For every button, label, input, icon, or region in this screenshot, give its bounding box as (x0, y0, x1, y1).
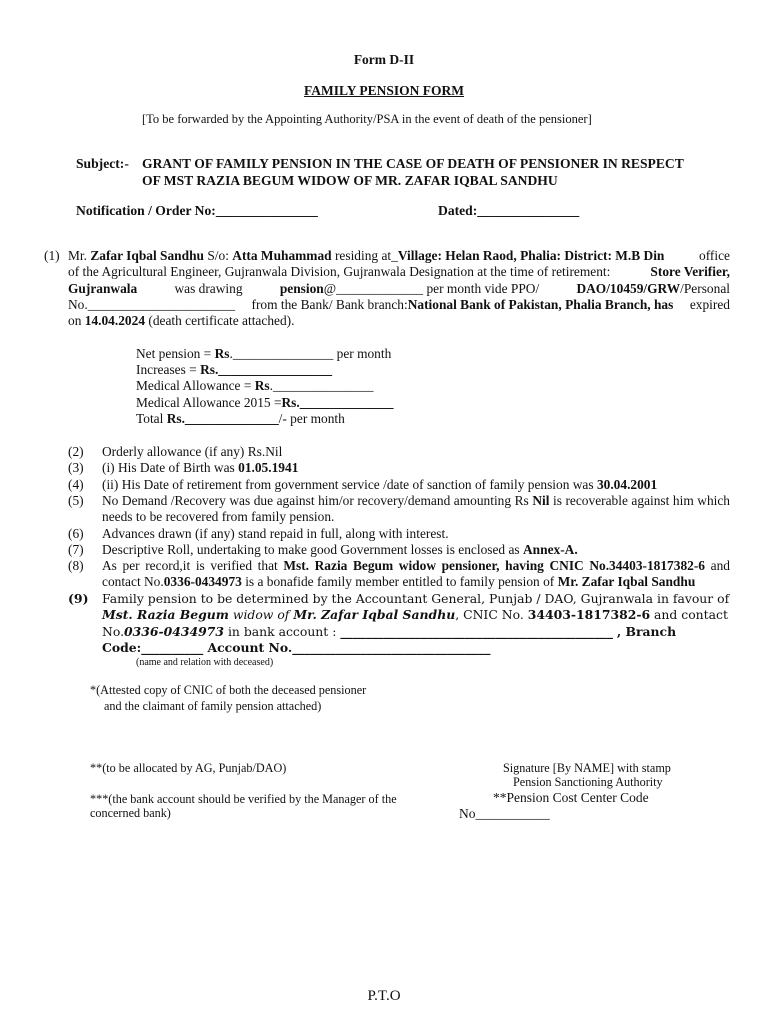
deceased-name-9: Mr. Zafar Iqbal Sandhu (293, 607, 456, 623)
annex-label: Annex-A. (523, 542, 578, 557)
item-3: (i) His Date of Birth was 01.05.1941 (102, 460, 299, 475)
form-id: Form D-II (353, 52, 415, 67)
p1-no: No. (68, 296, 88, 312)
item-number-7: (7) (68, 542, 84, 557)
p1-line-3 (68, 281, 730, 297)
recovery-amount: Nil (532, 493, 550, 508)
subject-line-1: GRANT OF FAMILY PENSION IN THE CASE OF DEATH OF PENSIONER IN RESPECT (142, 156, 684, 171)
item-4: (ii) His Date of retirement from government service /date of sanction of family pension was 30.04.2001 (102, 477, 658, 492)
p1-personal: /Personal (680, 280, 730, 296)
signature-label: Signature [By NAME] with stamp (503, 761, 671, 775)
name-relation-note: (name and relation with deceased) (136, 657, 274, 668)
branch-code-account-no: , Branch Code:__________ Account No.________________________________ (102, 623, 677, 656)
claimant-cnic: Mst. Razia Begum widow pensioner, having CNIC No.34403-1817382-6 (283, 558, 705, 573)
pto: P.T.O (367, 988, 401, 1004)
item-number-8: (8) (68, 558, 84, 573)
pensioner-name: Zafar Iqbal Sandhu (90, 248, 204, 263)
claimant-cnic-9: 34403-1817382-6 (527, 607, 651, 623)
p1-line-5 (68, 313, 730, 329)
form-note: [To be forwarded by the Appointing Authority/PSA in the event of death of the pensioner] (142, 112, 592, 126)
date-of-retirement: 30.04.2001 (596, 477, 658, 492)
attest-note-line-1: *(Attested copy of CNIC of both the deceased pensioner (90, 683, 367, 697)
medical-allowance-2015: Medical Allowance 2015 =Rs.______________ (136, 395, 394, 410)
p1-office: office (699, 248, 730, 263)
item-number-2: (2) (68, 444, 84, 459)
claimant-contact: 0336-0434973 (163, 574, 242, 590)
claimant-contact-9: 0336-0434973 (124, 623, 225, 639)
bank-verify-note-2: concerned bank) (90, 806, 171, 820)
paragraph-1 (68, 248, 730, 329)
p1-mr: Mr. (68, 248, 87, 263)
net-pension: Net pension = Rs._______________ per month (136, 346, 392, 361)
pension-label: pension (279, 280, 324, 296)
item-number-6: (6) (68, 526, 84, 541)
p1-so: S/o: (207, 248, 229, 263)
p1-drawing: was drawing (174, 280, 243, 296)
ppo-number: DAO/10459/GRW (576, 280, 681, 296)
item-number-9: (9) (68, 591, 89, 606)
sanctioning-authority: Pension Sanctioning Authority (513, 775, 663, 789)
p1-office-text: of the Agricultural Engineer, Gujranwala Division, Gujranwala Designation at the time of retirement: (68, 264, 611, 280)
p1-line-2 (68, 264, 730, 280)
bank-account-blank: ____________________________________________ (340, 623, 613, 639)
bank-branch: National Bank of Pakistan, Phalia Branch, has (407, 296, 674, 312)
notification-dated: Dated:_______________ (438, 203, 580, 218)
item-8: As per record,it is verified that Mst. Razia Begum widow pensioner, having CNIC No.34403-1817382-6 and contact No.0336-0434973 is a bonafide family member entitled to family pension of Mr. Zafar Iqbal Sandhu (102, 558, 730, 590)
item-7: Descriptive Roll, undertaking to make good Government losses is enclosed as Annex-A. (102, 542, 578, 557)
p1-line-4 (68, 297, 730, 313)
p1-line-1 (68, 248, 730, 264)
personal-no-blank: ______________________ (87, 296, 236, 312)
date-of-birth: 01.05.1941 (238, 460, 299, 475)
item-number-4: (4) (68, 477, 84, 492)
increases: Increases = Rs._________________ (136, 362, 333, 377)
p1-expired: expired (689, 296, 730, 312)
p1-on: on (68, 313, 82, 329)
p1-bank-text: from the Bank/ Bank branch: (251, 296, 408, 312)
item-6: Advances drawn (if any) stand repaid in full, along with interest. (102, 526, 449, 541)
item-number-1: (1) (44, 248, 60, 263)
father-name: Atta Muhammad (232, 248, 332, 263)
subject-label: Subject:- (76, 156, 129, 171)
designation: Store Verifier, (650, 264, 730, 280)
allocation-note: **(to be allocated by AG, Punjab/DAO) (90, 761, 287, 775)
notification-order-no: Notification / Order No:_______________ (76, 203, 318, 218)
item-9: Family pension to be determined by the Accountant General, Punjab / DAO, Gujranwala in favour of Mst. Razia Begum widow of Mr. Zafar Iqbal Sandhu, CNIC No. 34403-1817382-6 and contact No.0336-0434973 in bank account : ____________________________________________ , Branch Code:__________ Account No.________________________________ (102, 591, 730, 656)
item-2: Orderly allowance (if any) Rs.Nil (102, 444, 283, 459)
total-pension: Total Rs.______________/- per month (136, 411, 345, 426)
p1-residing: residing at_ (334, 248, 398, 263)
item-number-3: (3) (68, 460, 84, 475)
item-number-5: (5) (68, 493, 84, 508)
bank-verify-note-1: ***(the bank account should be verified by the Manager of the (90, 792, 397, 806)
claimant-name: Mst. Razia Begum (102, 607, 229, 623)
item-5: No Demand /Recovery was due against him/or recovery/demand amounting Rs Nil is recoverable against him which needs to be recovered from family pension. (102, 493, 730, 525)
form-title: FAMILY PENSION FORM (303, 83, 464, 98)
designation-city: Gujranwala (68, 280, 138, 296)
p1-ppo-text: @_____________ per month vide PPO/ (323, 280, 540, 296)
death-date: 14.04.2024 (84, 313, 146, 329)
cost-center-no: No___________ (459, 806, 550, 821)
attest-note-line-2: and the claimant of family pension attached) (104, 699, 322, 713)
p1-death-certificate: (death certificate attached). (148, 313, 295, 329)
subject-line-2: OF MST RAZIA BEGUM WIDOW OF MR. ZAFAR IQBAL SANDHU (142, 173, 558, 188)
pensioner-address: Village: Helan Raod, Phalia: District: M.B Din (397, 248, 665, 263)
deceased-name: Mr. Zafar Iqbal Sandhu (557, 574, 696, 590)
medical-allowance: Medical Allowance = Rs._______________ (136, 378, 374, 393)
cost-center-code: **Pension Cost Center Code (493, 790, 649, 805)
